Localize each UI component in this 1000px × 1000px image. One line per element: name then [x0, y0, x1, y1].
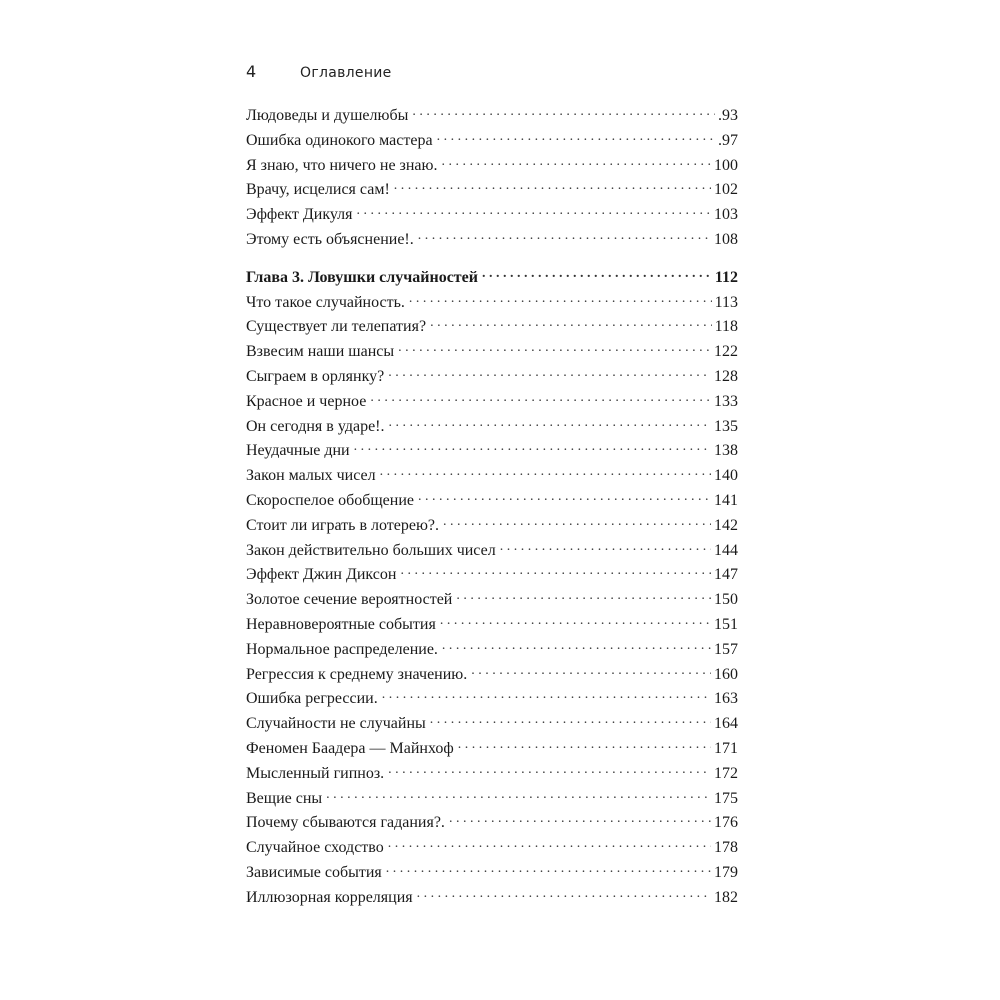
toc-entry-page: 171 [714, 739, 738, 757]
toc-leader-dots [382, 689, 711, 703]
toc-entry[interactable] [246, 565, 738, 590]
toc-entry-page: 113 [714, 293, 738, 311]
toc-entry-page: .93 [718, 107, 738, 124]
toc-entry-title: Закон действительно больших чисел [246, 541, 496, 559]
toc-entry-page: 141 [714, 491, 738, 509]
toc-entry-page: 157 [714, 640, 738, 658]
toc-entry[interactable] [246, 367, 738, 392]
toc-leader-dots [388, 838, 711, 852]
toc-entry-title: Я знаю, что ничего не знаю. [246, 156, 438, 174]
toc-entry-title: Неудачные дни [246, 442, 350, 460]
page-number: 4 [246, 62, 257, 81]
toc-leader-dots [394, 180, 711, 194]
toc-entry[interactable] [246, 863, 738, 888]
toc-leader-dots [398, 342, 711, 356]
toc-entry[interactable] [246, 714, 738, 739]
toc-entry[interactable] [246, 813, 738, 838]
toc-entry-page: 103 [714, 206, 738, 224]
toc-entry[interactable] [246, 293, 738, 318]
toc-entry-page: 172 [714, 764, 738, 782]
toc-entry-page: 147 [714, 566, 738, 584]
toc-entry-title: Закон малых чисел [246, 467, 376, 485]
toc-entry-page: 176 [714, 814, 738, 832]
toc-entry[interactable] [246, 789, 738, 814]
running-head [246, 62, 392, 86]
toc-entry[interactable] [246, 541, 738, 566]
toc-leader-dots [458, 739, 711, 753]
toc-entry-title: Красное и черное [246, 392, 367, 410]
toc-entry[interactable] [246, 838, 738, 863]
toc-entry-page: 163 [714, 690, 738, 708]
toc-leader-dots [326, 789, 711, 803]
toc-entry-title: Он сегодня в ударе!. [246, 417, 385, 435]
toc-entry-page: 164 [714, 715, 738, 733]
toc-entry[interactable] [246, 156, 738, 181]
toc-entry[interactable] [246, 764, 738, 789]
toc-entry-title: Случайное сходство [246, 839, 384, 857]
toc-entry-title: Иллюзорная корреляция [246, 888, 413, 906]
toc-entry-title: Феномен Баадера — Майнхоф [246, 739, 454, 757]
toc-entry-title: Зависимые события [246, 863, 382, 881]
toc-leader-dots [430, 714, 711, 728]
toc-entry[interactable] [246, 491, 738, 516]
toc-leader-dots [482, 268, 712, 282]
toc-entry[interactable] [246, 131, 738, 156]
toc-entry-page: 182 [714, 888, 738, 906]
toc-entry[interactable] [246, 205, 738, 230]
toc-leader-dots [386, 863, 711, 877]
toc-leader-dots [409, 293, 712, 307]
toc-entry-title: Мысленный гипноз. [246, 764, 385, 782]
toc-leader-dots [441, 156, 711, 170]
toc-entry-page: 108 [714, 230, 738, 248]
toc-leader-dots [389, 417, 712, 431]
toc-entry[interactable] [246, 392, 738, 417]
toc-entry-page: 138 [714, 442, 738, 460]
toc-entry[interactable] [246, 230, 738, 255]
toc-entry[interactable] [246, 441, 738, 466]
toc-entry[interactable] [246, 180, 738, 205]
toc-entry-page: .97 [718, 131, 738, 149]
toc-entry[interactable] [246, 888, 738, 913]
chapter-gap [246, 255, 738, 268]
toc-entry-page: 118 [714, 318, 738, 336]
toc-entry[interactable] [246, 615, 738, 640]
toc-entry[interactable] [246, 689, 738, 714]
toc-entry-title: Ошибка регрессии. [246, 690, 378, 708]
toc-entry-page: 133 [714, 392, 738, 410]
toc-entry-page: 100 [714, 156, 738, 174]
toc-leader-dots [417, 888, 711, 902]
table-of-contents [246, 106, 738, 913]
toc-entry-title: Скороспелое обобщение [246, 491, 415, 509]
toc-leader-dots [440, 615, 711, 629]
toc-leader-dots [449, 813, 711, 827]
toc-entry-page: 160 [714, 665, 738, 683]
toc-leader-dots [412, 106, 715, 120]
toc-entry-title: Что такое случайность. [246, 293, 405, 311]
toc-entry-page: 128 [714, 367, 738, 385]
toc-leader-dots [388, 367, 711, 381]
toc-entry[interactable] [246, 640, 738, 665]
toc-entry-title: Случайности не случайны [246, 715, 426, 733]
toc-entry-page: 135 [714, 417, 738, 435]
toc-entry-page: 140 [714, 467, 738, 485]
toc-entry-title: Стоит ли играть в лотерею?. [246, 516, 440, 534]
toc-entry-title: Этому есть объяснение!. [246, 230, 414, 248]
toc-entry-page: 178 [714, 839, 738, 857]
toc-leader-dots [430, 317, 712, 331]
toc-entry-title: Врачу, исцелися сам! [246, 181, 390, 199]
toc-entry[interactable] [246, 665, 738, 690]
toc-entry-title: Вещие сны [246, 789, 323, 807]
toc-entry[interactable] [246, 739, 738, 764]
toc-entry-title: Почему сбываются гадания?. [246, 814, 445, 832]
toc-entry-title: Эффект Джин Диксон [246, 566, 397, 584]
toc-leader-dots [500, 541, 711, 555]
toc-entry-page: 179 [714, 863, 738, 881]
toc-entry[interactable] [246, 417, 738, 442]
toc-entry-page: 122 [714, 343, 738, 361]
toc-leader-dots [380, 466, 711, 480]
toc-entry-title: Существует ли телепатия? [246, 318, 427, 336]
toc-entry-title: Людоведы и душелюбы [246, 107, 409, 124]
toc-entry-title: Неравновероятные события [246, 615, 436, 633]
toc-leader-dots [370, 392, 711, 406]
toc-entry[interactable] [246, 342, 738, 367]
toc-leader-dots [442, 640, 711, 654]
toc-leader-dots [357, 205, 711, 219]
toc-leader-dots [443, 516, 711, 530]
toc-entry-page: 150 [714, 591, 738, 609]
toc-entry-title: Нормальное распределение. [246, 640, 438, 658]
toc-entry-page: 102 [714, 181, 738, 199]
toc-entry[interactable] [246, 590, 738, 615]
toc-section-after [246, 293, 738, 913]
toc-entry-page: 142 [714, 516, 738, 534]
toc-leader-dots [354, 441, 711, 455]
toc-entry[interactable] [246, 466, 738, 491]
toc-entry[interactable] [246, 106, 738, 131]
toc-entry-title: Эффект Дикуля [246, 206, 353, 224]
toc-leader-dots [471, 665, 711, 679]
toc-chapter-heading[interactable] [246, 268, 738, 293]
toc-entry-page: 151 [714, 615, 738, 633]
toc-leader-dots [400, 565, 711, 579]
toc-leader-dots [456, 590, 711, 604]
toc-entry-page: 175 [714, 789, 738, 807]
toc-section-before [246, 106, 738, 255]
toc-entry-page: 144 [714, 541, 738, 559]
toc-entry-title: Золотое сечение вероятностей [246, 591, 453, 609]
toc-leader-dots [418, 491, 711, 505]
toc-entry-page: 112 [714, 268, 738, 286]
toc-entry-title: Взвесим наши шансы [246, 343, 395, 361]
toc-entry[interactable] [246, 516, 738, 541]
toc-leader-dots [437, 131, 715, 145]
section-title: Оглавление [300, 65, 392, 81]
toc-entry[interactable] [246, 317, 738, 342]
toc-entry-title: Глава 3. Ловушки случайностей [246, 268, 478, 286]
toc-entry-title: Регрессия к среднему значению. [246, 665, 468, 683]
toc-entry-title: Сыграем в орлянку? [246, 367, 385, 385]
toc-leader-dots [388, 764, 711, 778]
toc-leader-dots [418, 230, 711, 244]
toc-entry-title: Ошибка одинокого мастера [246, 131, 433, 149]
